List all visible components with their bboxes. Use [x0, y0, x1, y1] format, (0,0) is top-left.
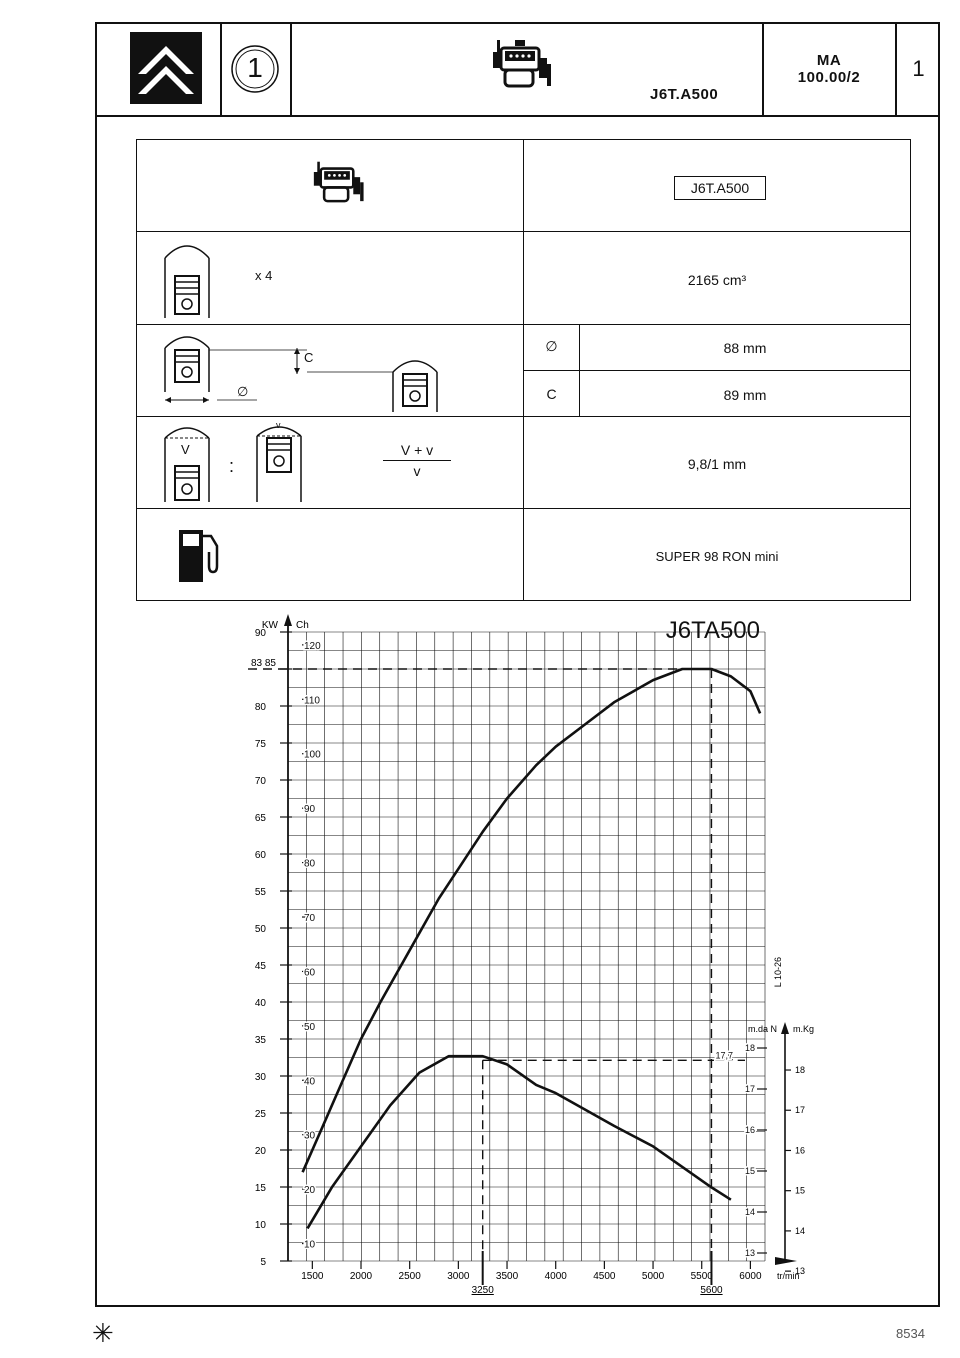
kw-tick-label: 50	[254, 924, 266, 935]
kw-marker-label: 83 85	[250, 658, 276, 669]
cylinder-volume-v-icon	[157, 418, 217, 504]
kw-tick-label: 55	[254, 887, 266, 898]
ch-tick-label: 110	[304, 695, 320, 707]
kw-tick-label: 60	[254, 850, 266, 861]
ratio-colon: :	[229, 456, 235, 476]
compression-formula	[377, 442, 457, 479]
formula-denominator: v	[413, 463, 421, 479]
mdan-tick-label: 18	[744, 1043, 755, 1053]
kw-tick-label: 15	[254, 1183, 266, 1194]
ch-tick-label: 100	[304, 749, 321, 761]
table-row-divider	[137, 231, 910, 232]
mkg-tick-label: 16	[795, 1145, 806, 1156]
fuel-pump-icon	[175, 522, 225, 584]
x-tick-label: 4000	[544, 1271, 567, 1282]
mkg-axis-arrow	[781, 1022, 789, 1034]
cylinder-volume-small-v-icon	[249, 418, 309, 504]
volume-small-v-label: v	[276, 420, 281, 430]
table-row-divider	[137, 508, 910, 509]
x-tick-label: 1500	[301, 1271, 324, 1282]
ch-tick-label: 50	[304, 1021, 316, 1033]
engine-icon	[485, 36, 555, 96]
ch-tick-label: 40	[304, 1076, 316, 1088]
ch-tick-label: 120	[304, 640, 321, 652]
chart-svg	[240, 610, 815, 1310]
footer-page-code: 8534	[896, 1326, 925, 1341]
brand-logo	[130, 32, 202, 104]
bore-stroke-diagram	[157, 326, 457, 414]
mkg-tick-label: 15	[795, 1185, 806, 1196]
kw-tick-label: 90	[254, 628, 266, 639]
torque-curve	[308, 1056, 731, 1228]
side-reference-label: L 10-26	[773, 956, 783, 988]
chart-title: J6TA500	[665, 617, 760, 644]
mdan-tick-label: 15	[744, 1166, 755, 1176]
x-tick-label: 2000	[349, 1271, 373, 1282]
mkg-tick-label: 18	[795, 1065, 806, 1076]
ch-tick-label: 80	[304, 858, 316, 870]
section-number: 1	[247, 52, 263, 83]
stroke-symbol: C	[546, 386, 557, 402]
mdan-tick-label: 14	[744, 1207, 755, 1217]
ch-tick-label: 30	[304, 1130, 316, 1142]
kw-tick-label: 20	[254, 1146, 266, 1157]
ch-tick-label: 10	[304, 1239, 316, 1251]
cylinder-icon	[157, 236, 217, 320]
kw-tick-label: 35	[254, 1035, 266, 1046]
header-divider	[220, 22, 222, 117]
kw-tick-label: 5	[260, 1257, 266, 1268]
kw-unit-label: KW	[261, 620, 278, 631]
table-row-divider	[137, 324, 910, 325]
bore-symbol: ∅	[545, 338, 558, 354]
kw-tick-label: 70	[254, 776, 266, 787]
engine-icon	[307, 154, 367, 214]
header-model-code: J6T.A500	[650, 86, 719, 103]
ch-tick-label: 90	[304, 804, 316, 816]
x-marker-label: 5600	[700, 1285, 723, 1296]
reference-line-1: MA	[816, 52, 842, 69]
kw-tick-label: 45	[254, 961, 266, 972]
reference-line-2: 100.00/2	[797, 69, 861, 86]
fuel-spec: SUPER 98 RON mini	[655, 549, 779, 564]
mdan-tick-label: 16	[744, 1125, 755, 1135]
compression-ratio-value: 9,8/1 mm	[687, 456, 747, 472]
cylinder-count: x 4	[255, 268, 273, 283]
x-tick-label: 5000	[641, 1271, 665, 1282]
bore-value: 88 mm	[723, 340, 767, 356]
section-badge	[230, 44, 280, 94]
mkg-tick-label: 14	[795, 1225, 806, 1236]
header-divider	[290, 22, 292, 117]
kw-axis-arrow	[284, 614, 292, 626]
x-tick-label: 5500	[690, 1271, 713, 1282]
displacement-value: 2165 cm³	[687, 272, 747, 288]
torque-marker-label: 17,7	[715, 1050, 733, 1061]
ch-tick-label: 20	[304, 1185, 316, 1197]
formula-fraction-bar	[383, 460, 451, 461]
model-box: J6T.A500	[674, 176, 766, 200]
bore-stroke-divider	[524, 370, 910, 371]
formula-numerator: V + v	[400, 442, 434, 458]
kw-tick-label: 25	[254, 1109, 266, 1120]
x-tick-label: 2500	[398, 1271, 421, 1282]
ch-tick-label: 70	[304, 913, 316, 925]
page-number: 1	[912, 56, 925, 81]
kw-tick-label: 75	[254, 739, 266, 750]
mkg-unit-label: m.Kg	[793, 1024, 815, 1034]
kw-tick-label: 80	[254, 702, 266, 713]
stroke-label: C	[304, 350, 314, 365]
document-reference	[764, 52, 894, 86]
x-tick-label: 3500	[495, 1271, 519, 1282]
stroke-value: 89 mm	[723, 387, 767, 403]
footer-asterisk: ✳	[92, 1318, 114, 1348]
kw-tick-label: 40	[254, 998, 266, 1009]
x-marker-label: 3250	[471, 1285, 494, 1296]
x-axis-arrow	[775, 1257, 797, 1265]
x-unit-label: tr/min	[777, 1271, 800, 1281]
x-tick-label: 4500	[593, 1271, 616, 1282]
ch-tick-label: 60	[304, 967, 316, 979]
mdan-tick-label: 17	[744, 1084, 755, 1094]
mkg-tick-label: 17	[795, 1105, 806, 1116]
volume-v-label: V	[181, 442, 190, 457]
kw-tick-label: 30	[254, 1072, 266, 1083]
kw-tick-label: 10	[254, 1220, 266, 1231]
x-tick-label: 6000	[739, 1271, 762, 1282]
ch-unit-label: Ch	[296, 620, 309, 631]
bore-label: ∅	[237, 384, 249, 399]
table-row-divider	[137, 416, 910, 417]
x-tick-label: 3000	[447, 1271, 470, 1282]
mdan-tick-label: 13	[744, 1248, 755, 1258]
mdan-unit-label: m.da N	[747, 1024, 777, 1034]
kw-tick-label: 65	[254, 813, 266, 824]
mkg-tick-label: 13	[795, 1266, 806, 1277]
spec-table	[136, 139, 911, 601]
performance-chart	[240, 610, 815, 1310]
